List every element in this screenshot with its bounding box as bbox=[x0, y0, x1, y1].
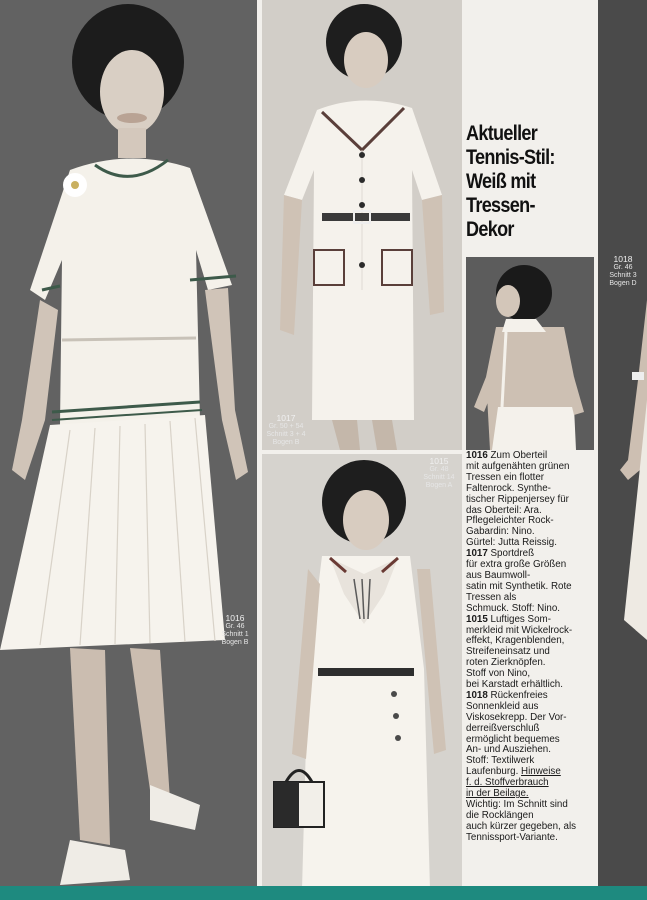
caption-1015 bbox=[416, 457, 462, 490]
description-text: aus Baumwoll- bbox=[466, 569, 531, 581]
description-text: Streifeneinsatz und bbox=[466, 646, 550, 658]
description-text: Sportdreß bbox=[487, 548, 535, 560]
model-number: 1018 bbox=[466, 689, 488, 701]
description-text: Rückenfreies bbox=[487, 689, 548, 701]
description-text: Gürtel: Jutta Reissig. bbox=[466, 537, 557, 549]
article-headline bbox=[466, 122, 578, 242]
article-description bbox=[466, 451, 598, 844]
description-text: effekt, Kragenblenden, bbox=[466, 635, 565, 647]
caption-pattern: Schnitt 3 bbox=[609, 272, 637, 279]
photo-model-1017 bbox=[262, 0, 462, 450]
caption-number: 1016 bbox=[225, 613, 245, 623]
description-text: Stoff: Textilwerk bbox=[466, 755, 535, 767]
description-text: Faltenrock. Synthe- bbox=[466, 482, 551, 494]
caption-size: Gr. 48 bbox=[429, 466, 449, 473]
accent-strip bbox=[0, 886, 647, 900]
headline-line: Dekor bbox=[466, 218, 514, 241]
caption-pattern: Schnitt 3 + 4 bbox=[266, 431, 306, 438]
description-text: Viskosekrepp. Der Vor- bbox=[466, 711, 567, 723]
caption-sheet: Bogen D bbox=[609, 280, 637, 287]
description-text: auch kürzer gegeben, als bbox=[466, 820, 577, 832]
headline-line: Weiß mit bbox=[466, 170, 536, 193]
description-text: Zum Oberteil bbox=[487, 450, 548, 461]
description-line bbox=[466, 833, 598, 844]
caption-size: Gr. 46 bbox=[225, 623, 245, 630]
description-text: Tressen als bbox=[466, 591, 517, 603]
photo-model-1016 bbox=[0, 0, 257, 890]
photo-model-1018 bbox=[466, 257, 594, 450]
description-text: Pflegeleichter Rock- bbox=[466, 515, 554, 527]
photo-model-1015 bbox=[262, 454, 462, 890]
description-text: derreißverschluß bbox=[466, 722, 540, 734]
description-text: Laufenburg. bbox=[466, 766, 522, 778]
caption-number: 1017 bbox=[276, 413, 296, 423]
description-text: roten Zierknöpfen. bbox=[466, 657, 546, 669]
caption-1018 bbox=[600, 255, 646, 288]
description-note: Hinweise bbox=[521, 766, 561, 778]
description-text: Sonnenkleid aus bbox=[466, 700, 539, 712]
model-number: 1017 bbox=[466, 548, 488, 560]
caption-1017 bbox=[262, 414, 310, 447]
description-text: Tressen ein flotter bbox=[466, 471, 545, 483]
description-text: das Oberteil: Ara. bbox=[466, 504, 542, 516]
caption-sheet: Bogen B bbox=[221, 639, 249, 646]
headline-line: Tennis-Stil: bbox=[466, 146, 555, 169]
description-text: bei Karstadt erhältlich. bbox=[466, 679, 563, 691]
caption-size: Gr. 50 + 54 bbox=[268, 423, 304, 430]
headline-line: Tressen- bbox=[466, 194, 535, 217]
caption-sheet: Bogen A bbox=[425, 482, 453, 489]
description-text: Tennissport-Variante. bbox=[466, 831, 558, 843]
description-text: merkleid mit Wickelrock- bbox=[466, 624, 573, 636]
description-text: mit aufgenähten grünen bbox=[466, 460, 570, 472]
caption-pattern: Schnitt 1 bbox=[221, 631, 249, 638]
model-number: 1015 bbox=[466, 613, 488, 625]
description-text: ermöglicht bequemes bbox=[466, 733, 560, 745]
caption-size: Gr. 46 bbox=[613, 264, 633, 271]
photo-model-right-cropped bbox=[598, 0, 647, 890]
description-text: Wichtig: Im Schnitt sind bbox=[466, 799, 568, 810]
description-text: Stoff von Nino, bbox=[466, 668, 531, 680]
description-text: die Rocklängen bbox=[466, 809, 534, 821]
caption-number: 1015 bbox=[429, 456, 449, 466]
description-text: für extra große Größen bbox=[466, 559, 567, 571]
headline-line: Aktueller bbox=[466, 122, 538, 145]
description-text: Schmuck. Stoff: Nino. bbox=[466, 602, 561, 614]
description-text: Luftiges Som- bbox=[487, 613, 551, 625]
caption-pattern: Schnitt 14 bbox=[423, 474, 455, 481]
caption-sheet: Bogen B bbox=[272, 439, 300, 446]
model-number: 1016 bbox=[466, 450, 488, 461]
caption-number: 1018 bbox=[613, 254, 633, 264]
description-text: Gabardin: Nino. bbox=[466, 526, 535, 538]
description-text: tischer Rippenjersey für bbox=[466, 493, 569, 505]
description-text: satin mit Synthetik. Rote bbox=[466, 580, 572, 592]
caption-1016 bbox=[212, 614, 258, 647]
description-note: f. d. Stoffverbrauch bbox=[466, 777, 549, 789]
description-note: in der Beilage. bbox=[466, 788, 529, 800]
description-text: An- und Ausziehen. bbox=[466, 744, 551, 756]
